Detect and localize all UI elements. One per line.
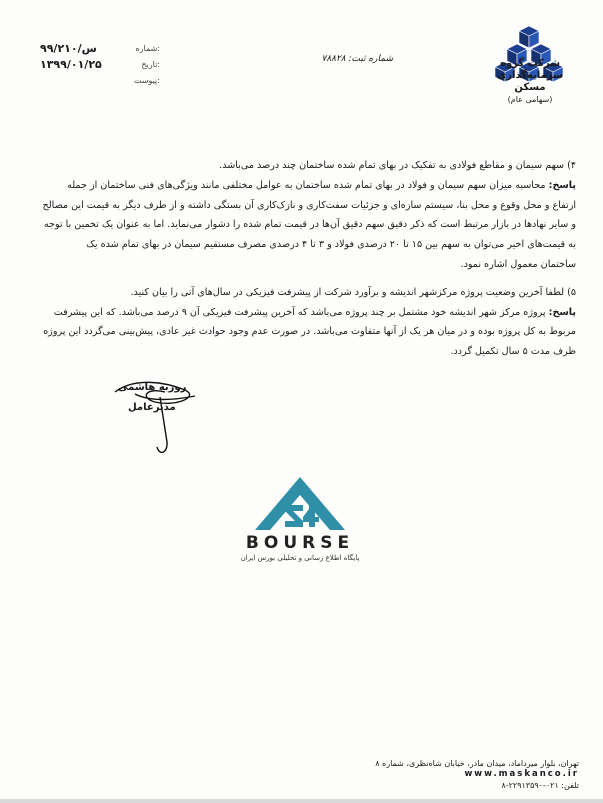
answer-4-line: و سایر نهادها در بازار مرتبط است که ذکر دقیق سهم دقیق آن‌ها در قیمت تمام شده را دشوار می‌نماید. اما به عنوان یک تخمین با توجه	[43, 219, 576, 231]
attachment-label: پیوست:	[133, 75, 160, 85]
letter-number-label: شماره:	[135, 43, 160, 53]
question-5: ۵) لطفا آخرین وضعیت پروژه مرکزشهر اندیشه و برآورد شرکت از پیشرفت فیزیکی در سال‌های آتی را بیان کنید.	[130, 286, 576, 298]
footer-phone: تلفن: ۰۲۱-۲۲۹۱۳۵۹۰-۸	[501, 781, 579, 790]
letter-meta	[40, 40, 160, 88]
answer-5-line: مربوط به کل پروژه بوده و در میان هر یک از آنها متفاوت می‌باشد. در صورت عدم وجود حوادث غیر عادی، پیش‌بینی می‌گردد این پروژه	[43, 326, 576, 338]
answer-4-line: به قیمت‌های اخیر می‌توان به سهم بین ۱۵ تا ۲۰ درصدی فولاد و ۳ تا ۴ درصدی مصرف مستقیم سیمان در بهای تمام شده یک	[86, 239, 576, 251]
footer-website: www.maskanco.ir	[464, 769, 579, 779]
answer-4-line: ساختمان معمول اشاره نمود.	[460, 258, 576, 270]
answer-5-line: ظرف مدت ۵ سال تکمیل گردد.	[450, 346, 576, 358]
question-4: ۴) سهم سیمان و مقاطع فولادی به تفکیک در بهای تمام شده ساختمان چند درصد می‌باشد.	[219, 160, 576, 171]
footer-bar	[0, 799, 603, 803]
registration-number: شماره ثبت: ۷۸۸۲۸	[321, 54, 393, 64]
answer-5: پاسخ: پروژه مرکز شهر اندیشه خود مشتمل بر چند پروژه می‌باشد که آخرین پیشرفت فیزیکی آن ۹ درصد می‌باشد. که این پیشرفت	[53, 306, 576, 318]
company-name: شرکت گروه سرمایه‌گذاری مسکن (سهامی عام)	[497, 58, 563, 104]
answer-4-line: ارتفاع و محل وقوع و محل بنا، سیستم سازه‌ای و جزئیات سفت‌کاری و نازک‌کاری آن بستگی داشته و از طرف دیگر به قیمت این مصالح	[42, 199, 576, 211]
letter-footer	[359, 758, 579, 791]
signatory-title: مدیرعامل	[128, 402, 176, 413]
answer-4: پاسخ: محاسبه میزان سهم سیمان و فولاد در بهای تمام شده ساختمان به عوامل مختلفی مانند ویژگی‌های فنی ساختمان از جمله	[67, 179, 576, 191]
letter-body	[25, 156, 576, 362]
bourse-subtitle: پایگاه اطلاع رسانی و تحلیلی بورس ایران	[240, 554, 360, 562]
bourse-wordmark: BOURSE	[245, 533, 355, 553]
footer-address: تهران، بلوار میرداماد، میدان مادر، خیابان شاه‌نظری، شماره ۸	[375, 759, 579, 768]
letter-number: ۹۹/۲۱۰/س	[40, 41, 97, 55]
signatory-name: روزبه هاشمی	[118, 382, 187, 393]
letter-date-label: تاریخ:	[141, 59, 160, 69]
letter-date: ۱۳۹۹/۰۱/۲۵	[40, 57, 102, 71]
